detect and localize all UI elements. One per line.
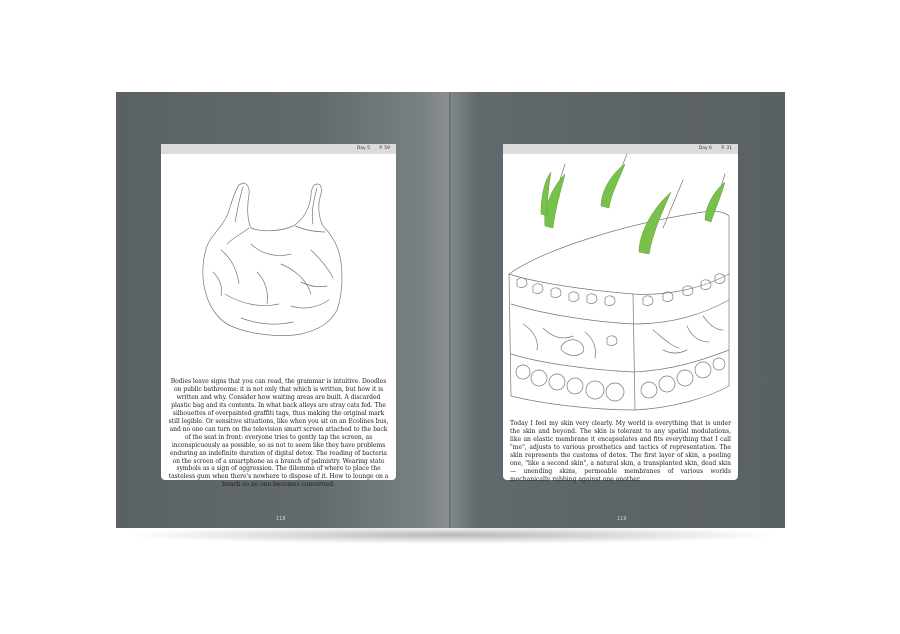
right-page: [451, 92, 785, 528]
right-page-label: P. 31: [721, 146, 732, 151]
left-status-bar: [161, 144, 396, 154]
left-page-label: P. 59: [379, 146, 390, 151]
right-day-label: Day 6: [698, 146, 712, 151]
right-paragraph: Today I feel my skin very clearly. My world is everything that is under the skin and beyond. The skin is tolerant to any spatial modulations, like an elastic membrane it encapsulates and fits everything that I call "me", adjusts to various prosthetics and tactics of representation. The skin represents the customs of detox. The first layer of skin, a peeling one, "like a second skin", a natural skin, a transplanted skin, dead skin — unending skins, permeable membranes of various worlds mechanically rubbing against one another.: [510, 420, 731, 483]
right-phone-screen: [503, 144, 738, 483]
right-status-bar: [503, 144, 738, 154]
left-page-number: 118: [276, 516, 286, 522]
left-page: [116, 92, 451, 528]
right-page-number: 119: [617, 516, 627, 522]
left-phone-screen: [161, 144, 396, 489]
left-day-label: Day 5: [356, 146, 370, 151]
skin-cross-section-drawing: [503, 154, 738, 416]
book-shadow: [120, 526, 785, 544]
left-paragraph: Bodies leave signs that you can read, the grammar is intuitive. Doodles on public bathrooms: it is not only that which is written, but how it is written and why. Consider how waiting areas are built. A discarded plastic bag and its contents. In what back alleys are stray cats fed. The silhouettes of overpainted graffiti tags, thus making the original mark still legible. Or sensitive situations, like when you sit on an Ecolines bus, and no one can turn on the television smart screen attached to the back of the seat in front: everyone tries to gently tap the screen, as inconspicuously as possible, so as not to seem like they have problems enduring an indefinite duration of digital detox. The reading of bacteria on the screen of a smartphone as a branch of palmistry. Wearing state symbols as a sign of aggression. The dilemma of where to place the tasteless gum when there's nowhere to dispose of it. How to lounge on a bench so no one becomes concerned.: [168, 378, 389, 489]
plastic-bag-drawing: [161, 154, 396, 369]
